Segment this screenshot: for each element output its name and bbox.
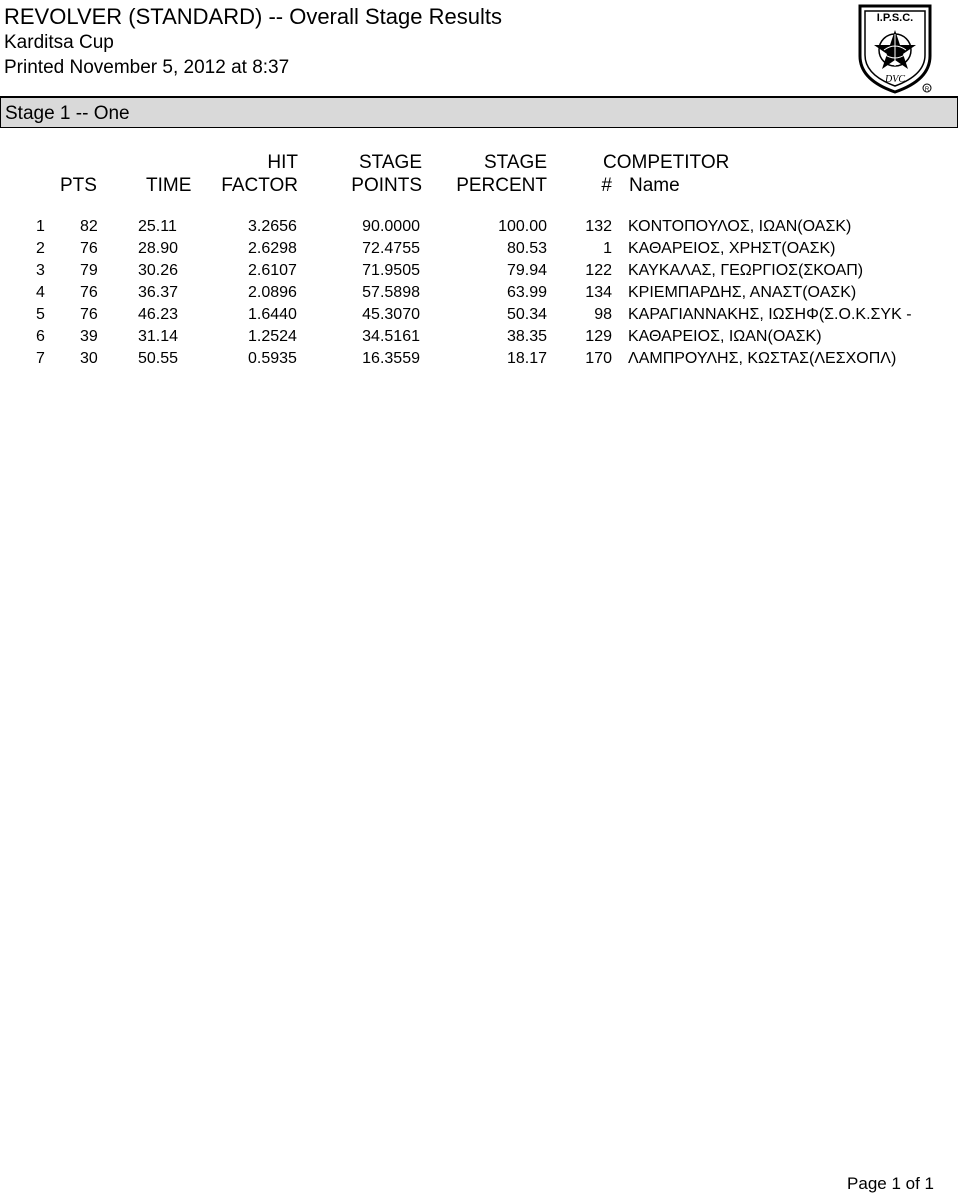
- col-time: TIME: [146, 175, 192, 196]
- cell-stage-percent: 50.34: [506, 306, 547, 323]
- cell-stage-percent: 79.94: [506, 262, 547, 279]
- col-pts: PTS: [60, 175, 97, 196]
- cell-stage-points: 34.5161: [362, 328, 420, 345]
- printed-date: Printed November 5, 2012 at 8:37: [4, 57, 290, 78]
- cell-stage-percent: 80.53: [506, 240, 547, 257]
- table-row: [0, 348, 960, 370]
- col-stage-points-1: STAGE: [359, 152, 422, 173]
- col-stage-percent-2: PERCENT: [456, 175, 547, 196]
- svg-text:R: R: [924, 87, 930, 93]
- svg-text:DVC: DVC: [885, 74, 905, 85]
- cell-competitor-name: ΚΡΙΕΜΠΑΡΔΗΣ, ΑΝΑΣΤ(ΟΑΣΚ): [628, 284, 857, 301]
- cell-pts: 76: [80, 284, 98, 301]
- col-stage-percent-1: STAGE: [484, 152, 547, 173]
- cell-stage-points: 90.0000: [362, 218, 420, 235]
- cell-time: 25.11: [138, 218, 177, 235]
- cell-place: 2: [36, 240, 45, 257]
- cell-competitor-name: ΚΑΘΑΡΕΙΟΣ, ΧΡΗΣΤ(ΟΑΣΚ): [628, 240, 836, 257]
- cell-place: 5: [36, 306, 45, 323]
- cell-competitor-number: 134: [585, 284, 612, 301]
- table-row: [0, 216, 960, 238]
- cell-hit-factor: 2.0896: [248, 284, 297, 301]
- cell-time: 36.37: [138, 284, 179, 301]
- cell-competitor-number: 132: [585, 218, 612, 235]
- cell-stage-points: 57.5898: [362, 284, 420, 301]
- cell-competitor-name: ΚΑΡΑΓΙΑΝΝΑΚΗΣ, ΙΩΣΗΦ(Σ.Ο.Κ.ΣΥΚ -: [628, 306, 912, 323]
- col-hit-factor-2: FACTOR: [221, 175, 298, 196]
- cell-hit-factor: 1.6440: [248, 306, 297, 323]
- cell-stage-percent: 38.35: [506, 328, 547, 345]
- match-name: Karditsa Cup: [4, 32, 114, 53]
- cell-place: 1: [36, 218, 45, 235]
- cell-stage-points: 72.4755: [362, 240, 420, 257]
- page-number: Page 1 of 1: [847, 1174, 934, 1193]
- cell-stage-percent: 18.17: [506, 350, 547, 367]
- cell-hit-factor: 3.2656: [248, 218, 297, 235]
- cell-place: 7: [36, 350, 45, 367]
- cell-pts: 79: [80, 262, 98, 279]
- stage-header-bar: [0, 96, 958, 128]
- table-row: [0, 260, 960, 282]
- cell-place: 4: [36, 284, 45, 301]
- cell-stage-percent: 63.99: [506, 284, 547, 301]
- cell-stage-points: 71.9505: [362, 262, 420, 279]
- table-row: [0, 282, 960, 304]
- cell-pts: 82: [80, 218, 98, 235]
- col-stage-points-2: POINTS: [351, 175, 422, 196]
- cell-place: 3: [36, 262, 45, 279]
- cell-pts: 76: [80, 306, 98, 323]
- table-row: [0, 238, 960, 260]
- cell-time: 30.26: [138, 262, 179, 279]
- cell-competitor-number: 122: [585, 262, 612, 279]
- cell-competitor-name: ΛΑΜΠΡΟΥΛΗΣ, ΚΩΣΤΑΣ(ΛΕΣΧΟΠΛ): [628, 350, 897, 367]
- cell-place: 6: [36, 328, 45, 345]
- stage-label: Stage 1 -- One: [5, 103, 130, 124]
- cell-time: 28.90: [138, 240, 179, 257]
- cell-pts: 30: [80, 350, 98, 367]
- cell-time: 50.55: [138, 350, 179, 367]
- table-row: [0, 326, 960, 348]
- cell-competitor-number: 129: [585, 328, 612, 345]
- cell-time: 31.14: [138, 328, 179, 345]
- cell-competitor-number: 1: [603, 240, 612, 257]
- col-competitor: COMPETITOR: [603, 152, 730, 173]
- table-row: [0, 304, 960, 326]
- cell-competitor-name: ΚΑΘΑΡΕΙΟΣ, ΙΩΑΝ(ΟΑΣΚ): [628, 328, 822, 345]
- logo-text: I.P.S.C.: [876, 12, 914, 24]
- col-number: #: [601, 175, 612, 196]
- cell-hit-factor: 2.6298: [248, 240, 297, 257]
- cell-time: 46.23: [138, 306, 179, 323]
- col-hit-factor-1: HIT: [267, 152, 298, 173]
- cell-hit-factor: 1.2524: [248, 328, 297, 345]
- cell-hit-factor: 0.5935: [248, 350, 297, 367]
- cell-stage-points: 45.3070: [362, 306, 420, 323]
- cell-pts: 76: [80, 240, 98, 257]
- report-title: REVOLVER (STANDARD) -- Overall Stage Results: [4, 4, 502, 29]
- cell-stage-percent: 100.00: [498, 218, 547, 235]
- cell-competitor-number: 98: [594, 306, 612, 323]
- cell-competitor-name: ΚΑΥΚΑΛΑΣ, ΓΕΩΡΓΙΟΣ(ΣΚΟΑΠ): [628, 262, 864, 279]
- cell-pts: 39: [80, 328, 98, 345]
- cell-competitor-number: 170: [585, 350, 612, 367]
- cell-competitor-name: ΚΟΝΤΟΠΟΥΛΟΣ, ΙΩΑΝ(ΟΑΣΚ): [628, 218, 852, 235]
- cell-hit-factor: 2.6107: [248, 262, 297, 279]
- col-name: Name: [629, 175, 680, 196]
- cell-stage-points: 16.3559: [362, 350, 420, 367]
